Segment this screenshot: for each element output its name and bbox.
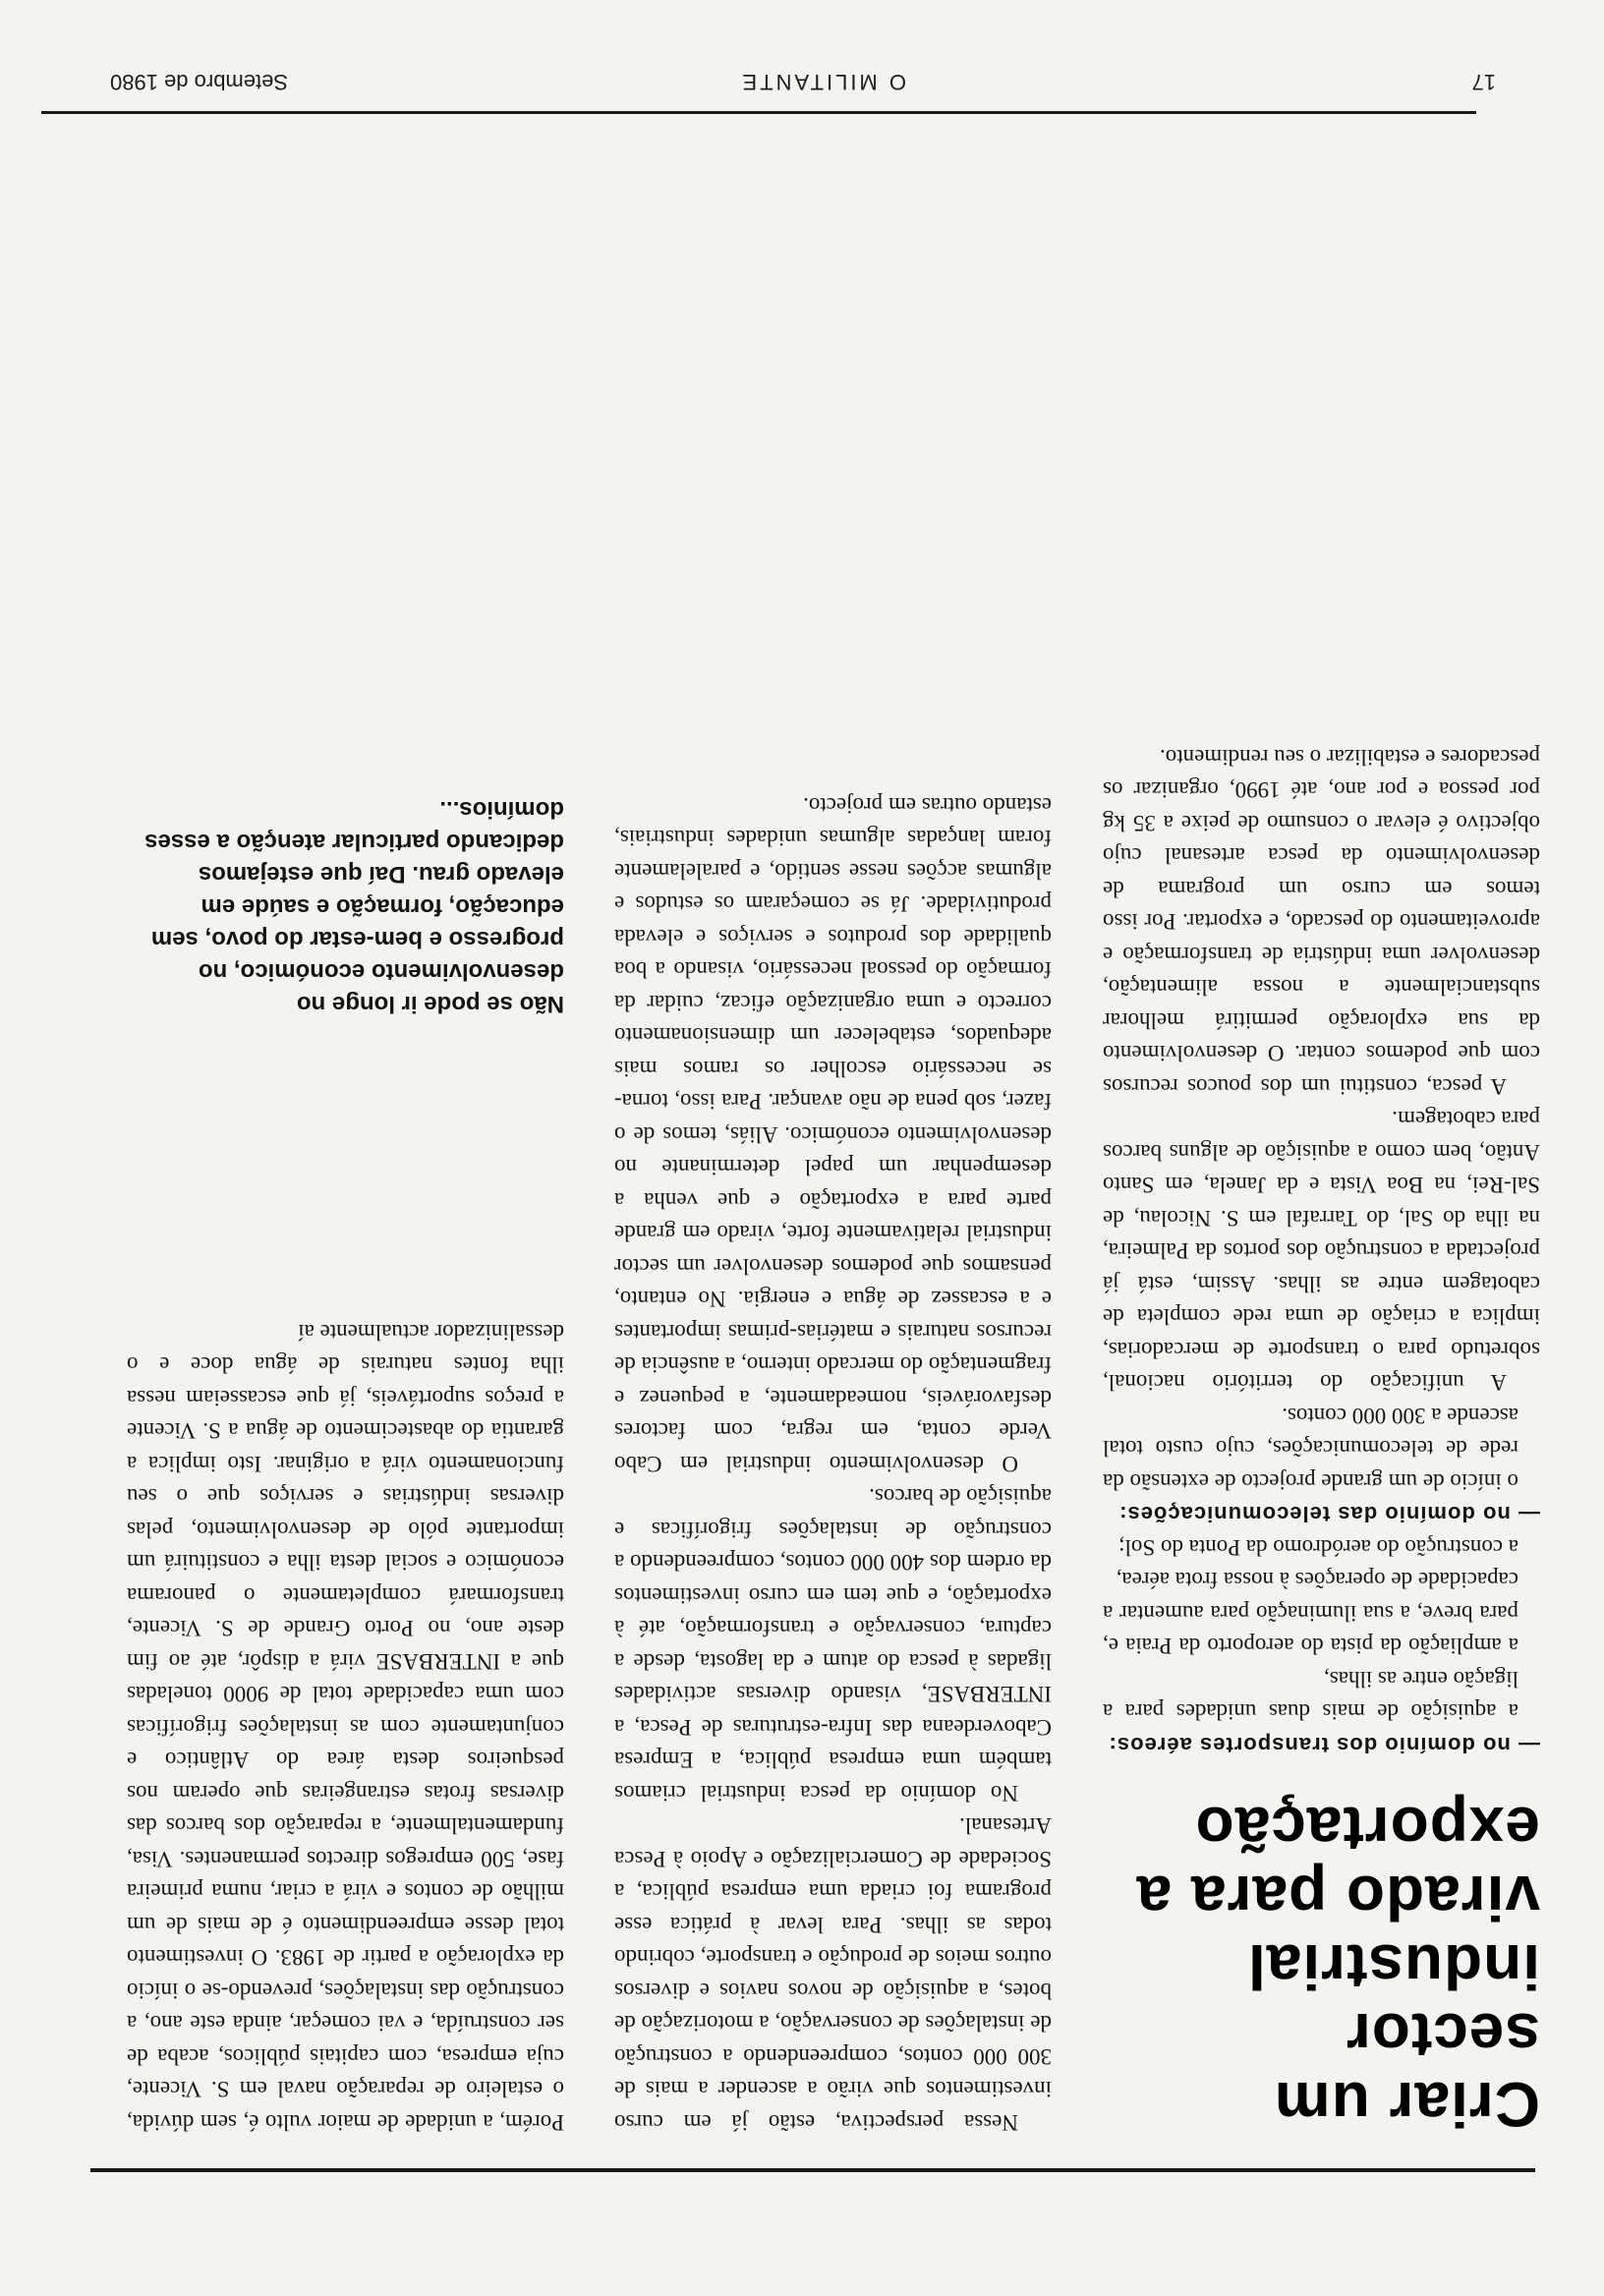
article-title — [1103, 1795, 1540, 2139]
title-line-1: Criar um sector industrial — [1246, 1931, 1540, 2140]
transport-heading: — no domínio dos transportes aéreos: — [1108, 1733, 1540, 1757]
paragraph-pesca: A pesca, constitui um dos poucos recursos com que podemos contar. O desenvolvimento da sua exploração permitirá melhorar substancialmente a nossa alimentação, desenvolver uma indústria de transformação e aproveitamento do pescado, e exportar. Por isso temos em curso um programa de desenvolvimento da pesca artesanal cujo objectivo é elevar o consumo de peixe a 35 kg por pessoa e por ano, até 1990, organizar os pescadores e estabilizar o seu rendimento. — [1103, 745, 1540, 1099]
column-2 — [614, 789, 1052, 2140]
paragraph-unificacao: A unificação do território nacional, sobretudo para o transporte de mercadorias, implica a criação de uma rede completa de cabotagem entre as ilhas. Assim, está já projectada a construção dos portos da Palmeira, na ilha do Sal, do Tarrafal em S. Nicolau, de Sal-Rei, na Boa Vista e da Janela, em Santo Antão, bem como a aquisição de alguns barcos para cabotagem. — [1103, 1107, 1540, 1396]
list-item: a construção do aeródromo da Ponta do Sol; — [1118, 1535, 1518, 1560]
issue-date: Setembro de 1980 — [110, 70, 289, 94]
footer-rule — [41, 111, 1476, 114]
top-rule — [90, 2168, 1535, 2172]
title-line-2: virado para a exportação — [1135, 1794, 1540, 1933]
transport-list — [1103, 1531, 1540, 1729]
paragraph-perspectiva: Nessa perspectiva, estão já em curso investimentos que virão a ascender a mais de 300 000 contos, compreendendo a construção de instalações de conservação, a motorização de botes, a aquisição de novos navios e diversos outros meios de produção e transporte, cobrindo todas as ilhas. Para levar à prática esse programa foi criada uma empresa pública, a Sociedade de Comercialização e Apoio à Pesca Artesanal. — [614, 1813, 1052, 2135]
list-item: a ampliação da pista do aeroporto da Praia e, para breve, a sua iluminação para aumentar a capacidade de operações à nossa frota aérea, — [1103, 1568, 1518, 1659]
paragraph-desenvolvimento: O desenvolvimento industrial em Cabo Verde conta, em regra, com factores desfavoráveis, nomeadamente, a pequenez e fragmentação do mercado interno, a ausência de recursos naturais e matérias-primas importantes e a escassez de água e energia. No entanto, pensamos que podemos desenvolver um sector industrial relativamente forte, virado em grande parte para a exportação e que venha a desempenhar um papel determinante no desenvolvimento económico. Aliás, temos de o fazer, sob pena de não avançar. Para isso, torna-se necessário escolher os ramos mais adequados, estabelecer um dimensionamento correcto e uma organização eficaz, cuidar da formação do pessoal necessário, visando a boa qualidade dos produtos e serviços e elevada produtividade. Já se começaram os estudos e algumas acções nesse sentido, e paralelamente foram lançadas algumas unidades industriais, estando outras em projecto. — [614, 793, 1052, 1476]
closing-statement: Não se pode ir longe no desenvolvimento económico, no progresso e bem-estar do povo, sem educação, formação e saúde em elevado grau. Daí que estejamos dedicando particular atenção a esses domínios... — [144, 796, 564, 1018]
paragraph-industrial: No domínio da pesca industrial criamos também uma empresa pública, a Empresa Caboverdeana das Infra-estruturas de Pesca, a INTERBASE, visando diversas actividades ligadas à pesca do atum e da lagosta, desde a captura, conservação e transformação, até à exportação, e que tem em curso investimentos da ordem dos 400 000 contos, compreendendo a construção de instalações frigoríficas e aquisição de barcos. — [614, 1484, 1052, 1806]
column-1 — [1103, 741, 1540, 2140]
list-item: a aquisição de mais duas unidades para a ligação entre as ilhas, — [1103, 1667, 1518, 1725]
list-item: o início de um grande projecto de extensão da rede de telecomunicações, cujo custo total ascende a 300 000 contos. — [1103, 1404, 1518, 1494]
page-footer — [90, 55, 1535, 94]
column-3 — [127, 794, 564, 2140]
paragraph-estaleiro: Porém, a unidade de maior vulto é, sem dúvida, o estaleiro de reparação naval em S. Vicente, cuja empresa, com capitais públicos, acaba de ser construída, e vai começar, ainda este ano, a construção das instalações, prevendo-se o início da exploração a partir de 1983. O investimento total desse empreendimento é de mais de um milhão de contos e virá a criar, numa primeira fase, 500 empregos directos permanentes. Visa, fundamentalmente, a reparação dos barcos das diversas frotas estrangeiras que operam nos pesqueiros desta área do Atlântico e conjuntamente com as instalações frigoríficas com uma capacidade total de 9000 toneladas que a INTERBASE virá a dispôr, até ao fim deste ano, no Porto Grande de S. Vicente, transformará completamente o panorama económico e social desta ilha e constituirá um importante pólo de desenvolvimento, pelas diversas indústrias e serviços que o seu funcionamento virá a originar. Isto implica a garantia do abastecimento de água a S. Vicente a preços suportáveis, já que escasseiam nessa ilha fontes naturais de água doce e o dessalinizador actualmente aí — [127, 1320, 564, 2135]
telecom-heading: — no domínio das telecomunicações: — [1118, 1502, 1540, 1527]
publication-name: O MILITANTE — [739, 70, 906, 94]
telecom-list — [1103, 1400, 1540, 1499]
page-number: 17 — [1471, 70, 1496, 94]
